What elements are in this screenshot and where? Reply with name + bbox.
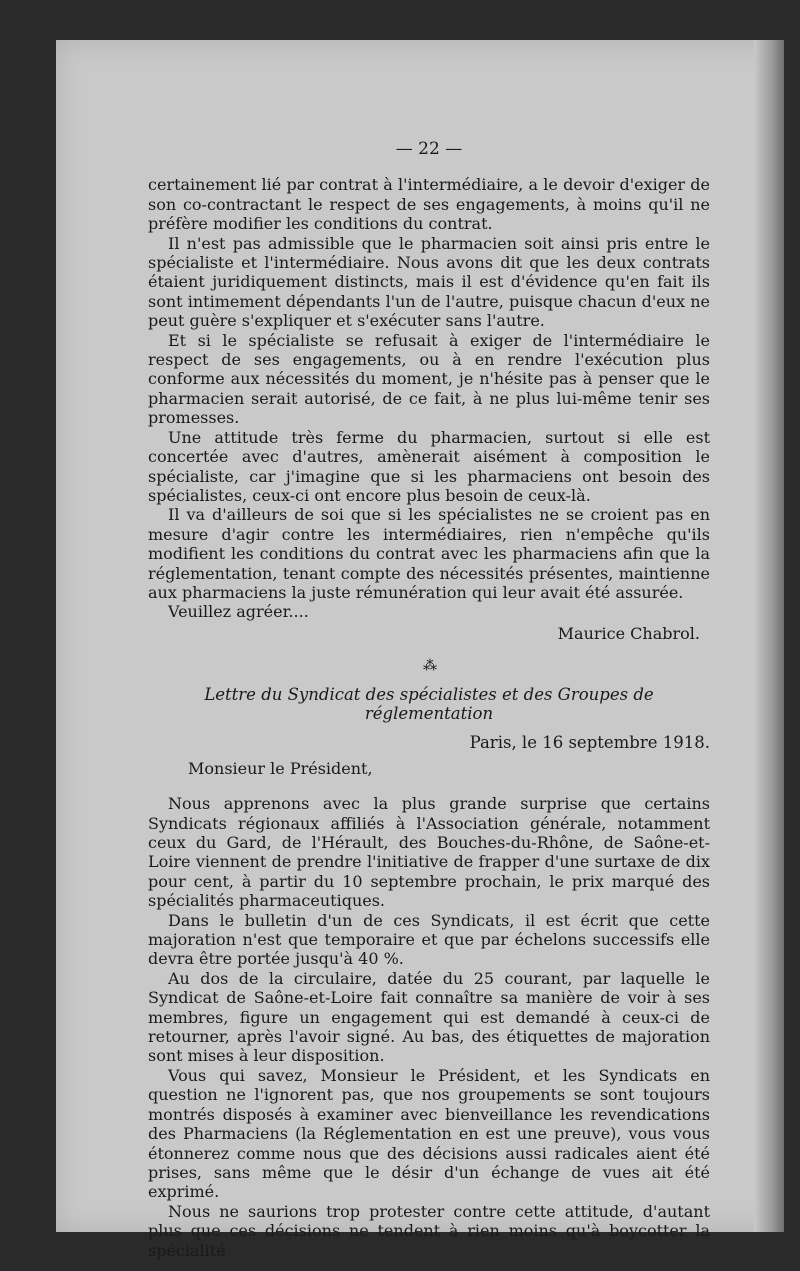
paragraph: Vous qui savez, Monsieur le Président, et les Syndicats en question ne l'ignorent pas, que nos groupements se sont toujours montrés disposés à examiner avec bienveillance les revendications des Pharmaciens (la Réglementation en est une preuve), vous vous étonnerez comme nous que des décisions aussi radicales aient été prises, sans même que le désir d'un échange de vues ait été exprimé. — [148, 1065, 710, 1202]
page-number: — 22 — — [395, 139, 463, 159]
paragraph: certainement lié par contrat à l'intermédiaire, a le devoir d'exiger de son co-contractant le respect de ses engagements, à moins qu'il ne préfère modifier les conditions du contrat. — [148, 175, 710, 234]
paragraph: Il va d'ailleurs de soi que si les spécialistes ne se croient pas en mesure d'agir contre les intermédiaires, rien n'empêche qu'ils modifient les conditions du contrat avec les pharmaciens afin que la réglementation, tenant compte des nécessités présentes, maintienne aux pharmaciens la juste rémunération qui leur avait été assurée. — [148, 505, 710, 602]
paragraph: Dans le bulletin d'un de ces Syndicats, il est écrit que cette majoration n'est que temporaire et que par échelons successifs elle devra être portée jusqu'à 40 %. — [148, 910, 710, 969]
paragraph: Une attitude très ferme du pharmacien, surtout si elle est concertée avec d'autres, amènerait aisément à composition le spécialiste, car j'imagine que si les pharmaciens ont besoin des spécialistes, ceux-ci ont encore plus besoin de ceux-là. — [148, 427, 710, 505]
paragraph: Nous ne saurions trop protester contre cette attitude, d'autant plus que ces décisions ne tendent à rien moins qu'à boycotter la spécialité — [148, 1201, 710, 1260]
salutation: Monsieur le Président, — [188, 758, 373, 778]
closing-formula: Veuillez agréer.... — [168, 602, 309, 622]
paragraph: Il n'est pas admissible que le pharmacien soit ainsi pris entre le spécialiste et l'intermédiaire. Nous avons dit que les deux contrats étaient juridiquement distincts, mais il est d'évidence qu'en fait ils sont intimement dépendants l'un de l'autre, puisque chacun d'eux ne peut guère s'expliquer et s'exécuter sans l'autre. — [148, 233, 710, 331]
page-spine-shadow — [754, 40, 784, 1232]
paragraph: Et si le spécialiste se refusait à exiger de l'intermédiaire le respect de ses engagements, ou à en rendre l'exécution plus conforme aux nécessités du moment, je n'hésite pas à penser que le pharmacien serait autorisé, de ce fait, à ne plus lui-même tenir ses promesses. — [148, 330, 710, 428]
paragraph: Au dos de la circulaire, datée du 25 courant, par laquelle le Syndicat de Saône-et-Loire fait connaître sa manière de voir à ses membres, figure un engagement qui est demandé à ceux-ci de retourner, après l'avoir signé. Au bas, des étiquettes de majoration sont mises à leur disposition. — [148, 968, 710, 1066]
dateline: Paris, le 16 septembre 1918. — [469, 733, 710, 753]
paragraph: Nous apprenons avec la plus grande surprise que certains Syndicats régionaux affiliés à l'Association générale, notamment ceux du Gard, de l'Hérault, des Bouches-du-Rhône, de Saône-et-Loire viennent de prendre l'initiative de frapper d'une surtaxe de dix pour cent, à partir du 10 septembre prochain, le prix marqué des spécialités pharmaceutiques. — [148, 794, 710, 911]
letter-heading: Lettre du Syndicat des spécialistes et des Groupes de réglementation — [204, 684, 654, 723]
document-page — [56, 40, 784, 1260]
section-separator: ⁂ — [423, 658, 435, 675]
page-content — [148, 140, 710, 1260]
signature: Maurice Chabrol. — [557, 623, 700, 643]
